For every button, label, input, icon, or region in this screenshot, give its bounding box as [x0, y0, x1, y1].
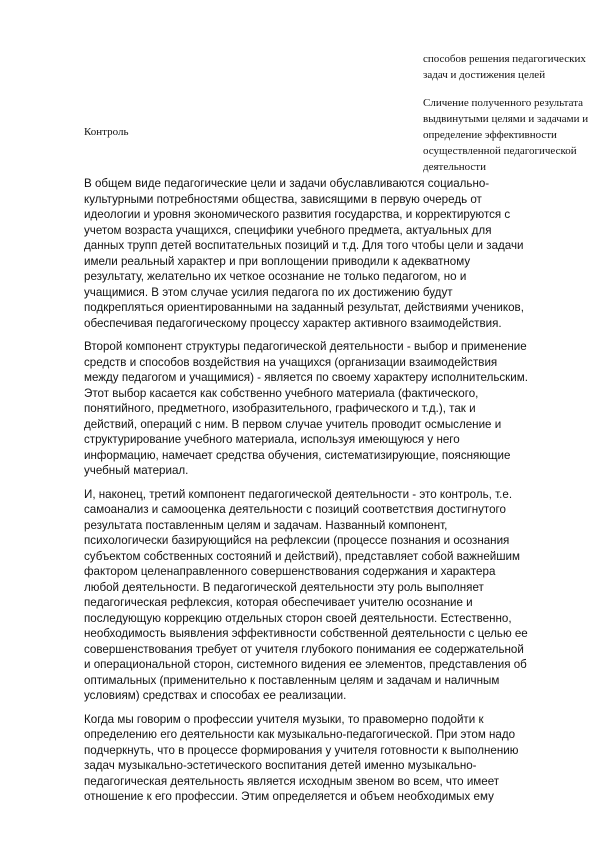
table-cell-line: определение эффективности	[423, 129, 557, 141]
paragraph-line: учетом возраста учащихся, специфики учебного предмета, актуальных для	[84, 223, 492, 237]
paragraph-line: и операциональной сторон, системного видения ее элементов, представления об	[84, 658, 527, 671]
paragraph	[84, 339, 584, 479]
paragraph-line: оптимальных (применительно к поставленным целям и задачам и наличным	[84, 673, 500, 687]
paragraph-line: средств и способов воздействия на учащихся (организации взаимодействия	[84, 355, 498, 369]
paragraph	[84, 487, 584, 704]
paragraph-line: самоанализ и самооценка деятельности с позиций соответствия достигнутого	[84, 503, 506, 516]
paragraph-line: структурирование учебного материала, используя имеющуюся у него	[84, 433, 460, 446]
paragraph-line: действий, операций с ним. В первом случае учитель проводит осмысление и	[84, 417, 502, 431]
body-text	[84, 176, 584, 813]
paragraph-line: любой деятельности. В педагогической деятельности эту роль выполняет	[84, 580, 484, 594]
paragraph-line: подкрепляться ориентированными на заданный результат, действиями учеников,	[84, 301, 524, 314]
paragraph-line: условиям) средствах и способах ее реализации.	[84, 689, 347, 702]
paragraph-line: И, наконец, третий компонент педагогической деятельности - это контроль, т.е.	[84, 487, 513, 501]
table-cell-line: выдвинутыми целями и задачами и	[423, 113, 589, 125]
paragraph-line: обеспечивая педагогическому процессу характер активного взаимодействия.	[84, 316, 502, 330]
table-cell-control-label: Контроль	[84, 126, 129, 138]
paragraph-line: информацию, намечает средства обучения, систематизирующие, поясняющие	[84, 448, 511, 462]
table-cell-line: деятельности	[423, 161, 486, 173]
paragraph-line: необходимость выявления эффективности собственной деятельности с целью ее	[84, 627, 528, 640]
paragraph-line: данных трупп детей воспитательных позиций и т.д. Для того чтобы цели и задачи	[84, 239, 524, 252]
paragraph-line: отношение к его профессии. Этим определяется и объем необходимых ему	[84, 790, 494, 803]
paragraph-line: педагогическая рефлексия, которая обеспечивает учителю осознание и	[84, 596, 473, 609]
paragraph-line: результату, желательно их четкое осознание не только педагогом, но и	[84, 270, 467, 283]
paragraph-line: фактором целенаправленного совершенствования содержания и характера	[84, 565, 496, 578]
paragraph-line: Этот выбор касается как собственно учебного материала (фактического,	[84, 386, 479, 400]
table-cell-line: способов решения педагогических	[423, 53, 586, 65]
table-cell-line: задач и достижения целей	[423, 69, 546, 81]
paragraph-line: педагогическая деятельность является исходным звеном во всем, что имеет	[84, 774, 500, 788]
paragraph-line: результата поставленным целям и задачам. Названный компонент,	[84, 518, 448, 532]
paragraph-line: психологически базирующийся на рефлексии (процессе познания и осознания	[84, 534, 510, 547]
table-cell-line: Сличение полученного результата	[423, 97, 584, 109]
paragraph-line: В общем виде педагогические цели и задачи обуславливаются социально-	[84, 177, 490, 190]
paragraph-line: определению его деятельности как музыкально-педагогической. При этом надо	[84, 728, 516, 741]
paragraph-line: совершенствования требует от учителя глубокого понимания ее содержательной	[84, 642, 524, 656]
paragraph-line: учащимися. В этом случае усилия педагога по их достижению будут	[84, 285, 453, 299]
paragraph-line: имели реальный характер и при воплощении приводили к адекватному	[84, 254, 471, 268]
paragraph-line: между педагогом и учащимися) - является по своему характеру исполнительским.	[84, 371, 528, 384]
paragraph	[84, 712, 584, 805]
paragraph-line: подчеркнуть, что в процессе формирования у учителя готовности к выполнению	[84, 743, 519, 757]
paragraph-line: последующую коррекцию отдельных сторон своей деятельности. Естественно,	[84, 611, 512, 625]
table-cell-control-description	[423, 95, 595, 175]
paragraph-line: культурными потребностями общества, зависящими в первую очередь от	[84, 192, 482, 206]
paragraph-line: Второй компонент структуры педагогической деятельности - выбор и применение	[84, 340, 527, 353]
paragraph-line: субъектом собственных состояний и действий), представляет собой важнейшим	[84, 549, 520, 563]
paragraph-line: задач музыкально-эстетического воспитания детей именно музыкально-	[84, 759, 477, 772]
paragraph-line: учебный материал.	[84, 464, 189, 477]
paragraph	[84, 176, 584, 331]
paragraph-line: идеологии и уровня экономического развития государства, и корректируются с	[84, 208, 511, 221]
table-cell-line: осуществленной педагогической	[423, 145, 577, 157]
table-cell-methods	[423, 51, 595, 83]
paragraph-line: понятийного, предметного, изобразительного, графического и т.д.), так и	[84, 402, 476, 415]
paragraph-line: Когда мы говорим о профессии учителя музыки, то правомерно подойти к	[84, 712, 484, 726]
